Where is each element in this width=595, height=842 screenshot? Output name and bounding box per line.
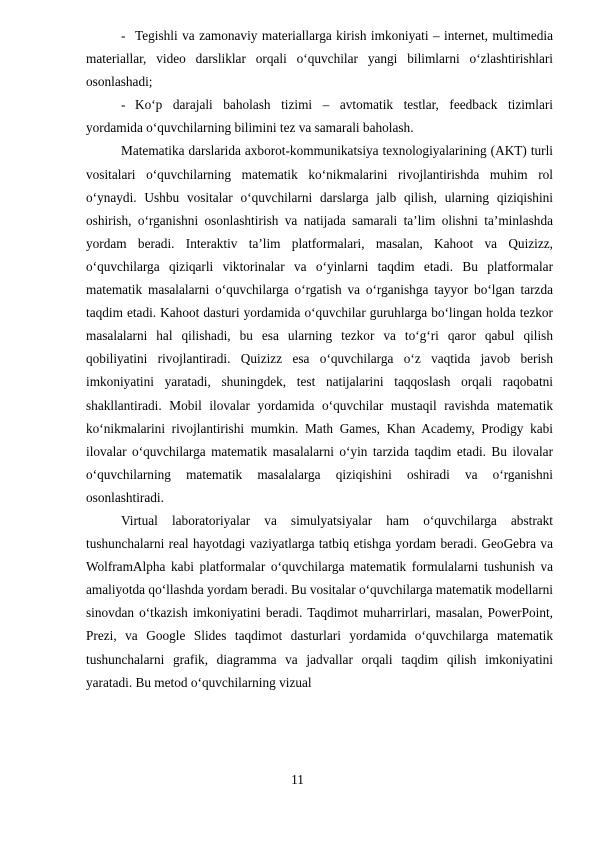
bullet-text: Tegishli va zamonaviy materiallarga kirish imkoniyati – internet, multimedia materiallar, video darsliklar orqali o‘quvchilar yangi bilimlarni o‘zlashtirishlari osonlashadi;: [86, 28, 553, 90]
page-number: 11: [291, 772, 304, 787]
body-paragraph: Virtual laboratoriyalar va simulyatsiyalar ham o‘quvchilarga abstrakt tushunchalarni real hayotdagi vaziyatlarga tatbiq etishga yordam beradi. GeoGebra va WolframAlpha kabi platformalar o‘quvchilarga matematik formulalarni tushunish va amaliyotda qo‘llashda yordam beradi. Bu vositalar o‘quvchilarga matematik modellarni sinovdan o‘tkazish imkoniyatini beradi. Taqdimot muharrirlari, masalan, PowerPoint, Prezi, va Google Slides taqdimot dasturlari yordamida o‘quvchilarga matematik tushunchalarni grafik, diagramma va jadvallar orqali taqdim qilish imkoniyatini yaratadi. Bu metod o‘quvchilarning vizual: [86, 512, 553, 690]
bullet-marker: -: [121, 97, 126, 113]
body-paragraph: Matematika darslarida axborot-kommunikatsiya texnologiyalarining (AKT) turli vositalari o‘quvchilarning matematik ko‘nikmalarini rivojlantirishda muhim rol o‘ynaydi. Ushbu vositalar o‘quvchilarni darslarga jalb qilish, ularning qiziqishini oshirish, o‘rganishni osonlashtirish va natijada samarali ta’lim olishni ta’minlashda yordam beradi. Interaktiv ta’lim platformalari, masalan, Kahoot va Quizizz, o‘quvchilarga qiziqarli viktorinalar va o‘yinlarni taqdim etadi. Bu platformalar matematik masalalarni o‘quvchilarga o‘rgatish va o‘rganishga tayyor bo‘lgan tarzda taqdim etadi. Kahoot dasturi yordamida o‘quvchilar guruhlarga bo‘lingan holda tezkor masalalarni hal qilishadi, bu esa ularning tezkor va to‘g‘ri qaror qabul qilish qobiliyatini rivojlantiradi. Quizizz esa o‘quvchilarga o‘z vaqtida javob berish imkoniyatini yaratadi, shuningdek, test natijalarini taqqoslash orqali raqobatni shakllantiradi. Mobil ilovalar yordamida o‘quvchilar mustaqil ravishda matematik ko‘nikmalarini rivojlantirishi mumkin. Math Games, Khan Academy, Prodigy kabi ilovalar o‘quvchilarga matematik masalalarni o‘yin tarzida taqdim etadi. Bu ilovalar o‘quvchilarning matematik masalalarga qiziqishini oshiradi va o‘rganishni osonlashtiradi.: [86, 143, 553, 505]
bullet-marker: -: [121, 28, 126, 43]
document-body: [86, 24, 553, 694]
bullet-item: [86, 93, 553, 139]
bullet-item: [86, 24, 553, 93]
bullet-text: Ko‘p darajali baholash tizimi – avtomatik testlar, feedback tizimlari yordamida o‘quvchilarning bilimini tez va samarali baholash.: [86, 97, 553, 136]
